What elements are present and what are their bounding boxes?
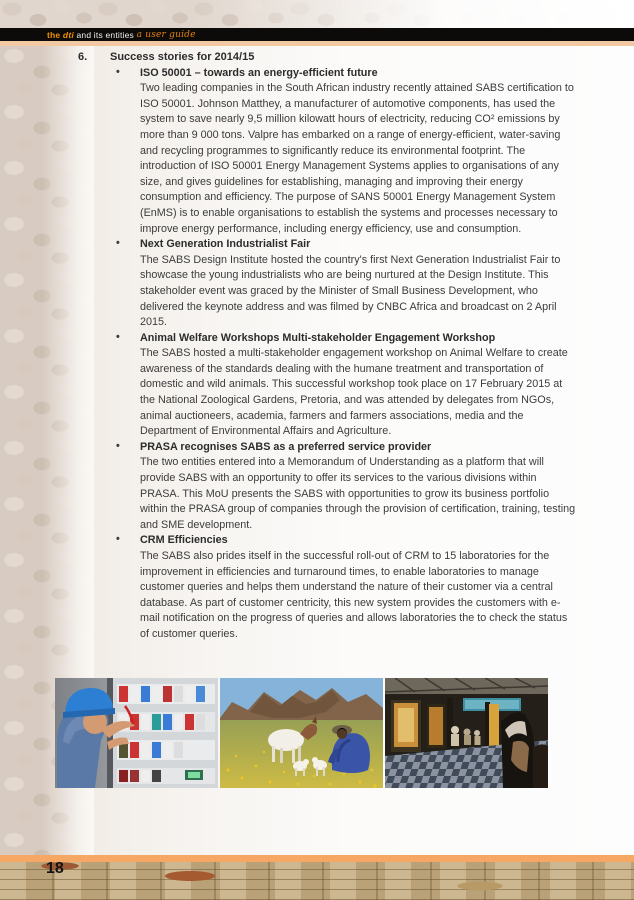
photo-exhibition-hall xyxy=(385,678,548,788)
item-heading: Next Generation Industrialist Fair xyxy=(140,238,311,251)
section-number: 6. xyxy=(78,51,88,63)
brand-user-guide-label: a user guide xyxy=(136,29,196,40)
main-content xyxy=(78,50,578,643)
list-item xyxy=(78,331,578,440)
item-heading: ISO 50001 – towards an energy-efficient future xyxy=(140,66,378,79)
item-heading: CRM Efficiencies xyxy=(140,534,228,547)
brand-dti-logo: dti xyxy=(62,29,74,40)
footer-orange-rule xyxy=(0,855,634,862)
item-body: The SABS hosted a multi-stakeholder engagement workshop on Animal Welfare to create awareness of the standards dealing with the humane treatment and transportation of domestic and wild animals. This successful workshop took place on 17 February 2015 at the National Zoological Gardens, Pretoria, and was attended by delegates from NGOs, animal auctioneers, academia, farmers and farmers associations, media and the Department of Environmental Affairs and Agriculture. xyxy=(140,347,568,438)
photo-farmer-goats xyxy=(220,678,383,788)
list-item xyxy=(78,66,578,238)
bullet-marker: • xyxy=(116,65,120,78)
header-bar xyxy=(0,28,634,41)
photo-electrician-panel xyxy=(55,678,218,788)
item-heading: Animal Welfare Workshops Multi-stakeholder Engagement Workshop xyxy=(140,331,496,344)
top-texture-band xyxy=(0,0,634,28)
page-number: 18 xyxy=(46,860,64,877)
stone-wall-footer xyxy=(0,862,634,900)
item-body: Two leading companies in the South African industry recently attained SABS certification to ISO 50001. Johnson Matthey, a manufacturer of automotive components, has used the system to save nearly 9,5 million kilowatt hours of electricity, reducing CO² emissions by more than 9 000 tons. Valpre has embarked on a range of energy-efficient, water-saving and recycling programmes to significantly reduce its environmental footprint. The introduction of ISO 50001 Energy Management Systems applies to organisations of any size, and gives guidelines for establishing, managing and improving their energy consumption and efficiency. The purpose of SANS 50001 Energy Management System (EnMS) is to enable organisations to establish the systems and processes necessary to improve energy performance, including energy efficiency, use and consumption. xyxy=(140,82,574,235)
list-item xyxy=(78,237,578,331)
item-heading: PRASA recognises SABS as a preferred service provider xyxy=(140,440,432,453)
brand-the: the xyxy=(47,29,63,40)
header-rule xyxy=(0,41,634,46)
brand-entities-label: and its entities xyxy=(73,29,137,40)
section-heading xyxy=(78,50,578,66)
list-item xyxy=(78,440,578,534)
bullet-marker: • xyxy=(116,330,120,343)
bullet-marker: • xyxy=(116,237,120,250)
item-body: The two entities entered into a Memorandum of Understanding as a platform that will provide SABS with an opportunity to offer its services to the various divisions within PRASA. This MoU presents the SABS with opportunities to grow its business portfolio within the PRASA group of companies through the provision of certification, training, testing and SME development. xyxy=(140,456,576,531)
bullet-marker: • xyxy=(116,533,120,546)
item-body: The SABS also prides itself in the successful roll-out of CRM to 15 laboratories for the improvement in efficiencies and turnaround times, to enable laboratories to manage customer queries and helps them understand the nature of their customer via a central database. As part of customer centricity, this new system provides the customers with e-mail notification on the progress of queries and allows laboratories the to check the status of customer queries. xyxy=(140,550,568,640)
bullet-marker: • xyxy=(116,439,120,452)
list-item xyxy=(78,533,578,642)
photo-strip xyxy=(55,678,548,788)
item-body: The SABS Design Institute hosted the country's first Next Generation Industrialist Fair to showcase the young industrialists who are being nurtured at the Design Institute. This stakeholder event was graced by the Minister of Small Business Development, who delivered the keynote address and was filmed by CNBC Africa and broadcast on 2 April 2015. xyxy=(140,253,561,329)
section-title: Success stories for 2014/15 xyxy=(110,51,255,63)
